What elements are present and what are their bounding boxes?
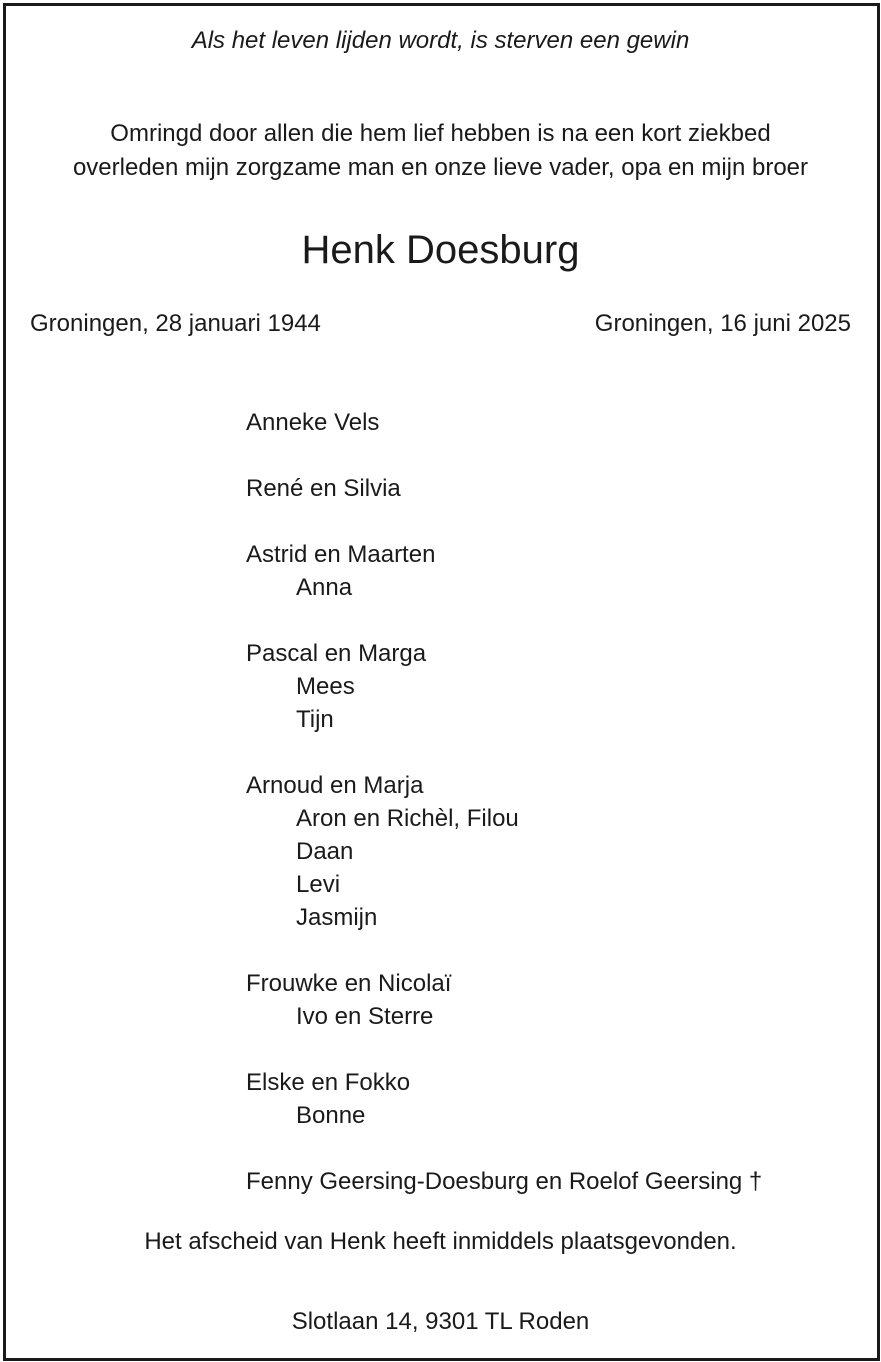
family-member: Arnoud en Marja — [246, 772, 424, 799]
family-list — [246, 406, 762, 1198]
grandchild: Levi — [296, 871, 341, 898]
grandchild: Anna — [296, 574, 353, 601]
family-member: Frouwke en Nicolaï — [246, 970, 452, 997]
family-member: Elske en Fokko — [246, 1069, 411, 1096]
grandchild: Daan — [296, 838, 354, 865]
family-member: Anneke Vels — [246, 409, 380, 436]
address: Slotlaan 14, 9301 TL Roden — [291, 1308, 590, 1335]
death-place-date: Groningen, 16 juni 2025 — [594, 310, 851, 337]
deceased-name: Henk Doesburg — [301, 228, 580, 272]
farewell-text: Het afscheid van Henk heeft inmiddels plaatsgevonden. — [144, 1228, 737, 1255]
family-member: Astrid en Maarten — [246, 541, 436, 568]
sibling: Fenny Geersing-Doesburg en Roelof Geersing † — [246, 1168, 763, 1195]
grandchild: Ivo en Sterre — [296, 1003, 434, 1030]
family-member: Pascal en Marga — [246, 640, 427, 667]
intro-text — [0, 117, 881, 185]
grandchild: Tijn — [296, 706, 334, 733]
family-member: René en Silvia — [246, 475, 401, 502]
grandchild: Bonne — [296, 1102, 366, 1129]
grandchild: Mees — [296, 673, 355, 700]
motto: Als het leven lijden wordt, is sterven een gewin — [191, 27, 690, 54]
grandchild: Jasmijn — [296, 904, 378, 931]
grandchild: Aron en Richèl, Filou — [296, 805, 519, 832]
birth-place-date: Groningen, 28 januari 1944 — [30, 310, 321, 337]
intro-line: Omringd door allen die hem lief hebben is na een kort ziekbed — [110, 120, 771, 147]
intro-line: overleden mijn zorgzame man en onze lieve vader, opa en mijn broer — [72, 154, 809, 181]
